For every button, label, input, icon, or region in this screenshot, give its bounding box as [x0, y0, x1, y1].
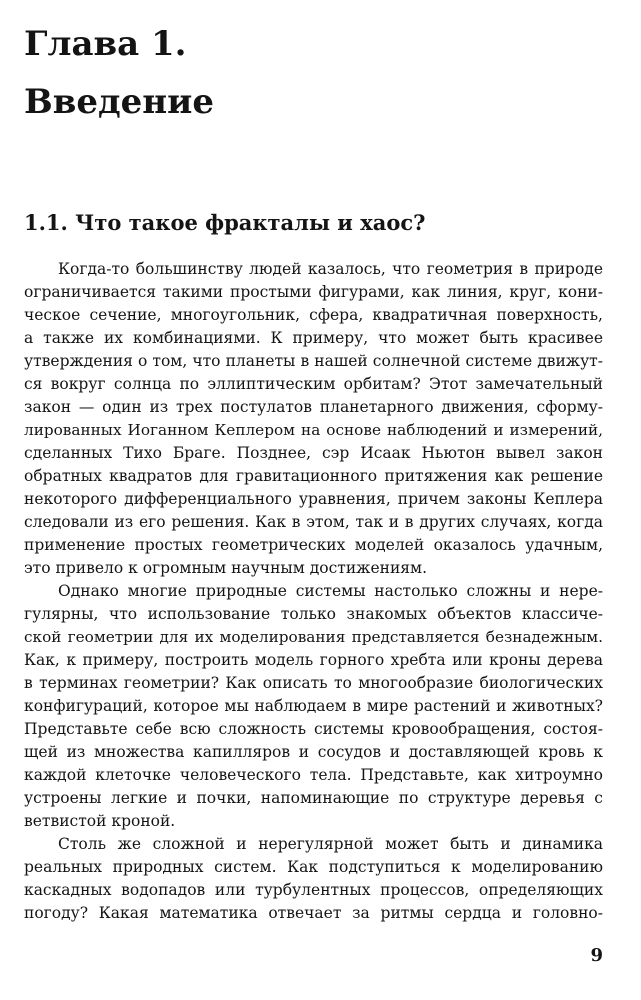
text-line: применение простых геометрических моделей оказалось удачным,	[24, 536, 603, 554]
text-line: Как, к примеру, построить модель горного хребта или кроны дерева	[24, 651, 603, 669]
text-line: щей из множества капилляров и сосудов и доставляющей кровь к	[24, 743, 603, 761]
text-line: Столь же сложной и нерегулярной может быть и динамика	[58, 835, 603, 853]
text-line: ветвистой кроной.	[24, 812, 176, 830]
text-line: ческое сечение, многоугольник, сфера, квадратичная поверхность,	[24, 306, 603, 324]
text-line: а также их комбинациями. К примеру, что может быть красивее	[24, 329, 603, 347]
text-line: конфигураций, которое мы наблюдаем в мире растений и животных?	[24, 697, 603, 715]
text-line: погоду? Какая математика отвечает за ритмы сердца и головно-	[24, 904, 603, 922]
text-line: реальных природных систем. Как подступиться к моделированию	[24, 858, 603, 876]
text-line: каждой клеточке человеческого тела. Представьте, как хитроумно	[24, 766, 603, 784]
text-line: некоторого дифференциального уравнения, причем законы Кеплера	[24, 490, 603, 508]
text-line: лированных Иоганном Кеплером на основе наблюдений и измерений,	[24, 421, 603, 439]
text-line: ся вокруг солнца по эллиптическим орбитам? Этот замечательный	[24, 375, 603, 393]
text-line: сделанных Тихо Браге. Позднее, сэр Исаак Ньютон вывел закон	[24, 444, 603, 462]
chapter-title: Введение	[24, 82, 215, 122]
text-line: утверждения о том, что планеты в нашей солнечной системе движут-	[24, 352, 603, 370]
section-heading: 1.1. Что такое фракталы и хаос?	[24, 210, 426, 235]
text-line: ограничивается такими простыми фигурами, как линия, круг, кони-	[24, 283, 603, 301]
text-line: Представьте себе всю сложность системы кровообращения, состоя-	[24, 720, 603, 738]
text-line: Однако многие природные системы настолько сложны и нере-	[58, 582, 603, 600]
text-line: устроены легкие и почки, напоминающие по структуре деревья с	[24, 789, 603, 807]
text-line: закон — один из трех постулатов планетарного движения, сформу-	[24, 398, 603, 416]
text-line: ской геометрии для их моделирования представляется безнадежным.	[24, 628, 603, 646]
text-line: каскадных водопадов или турбулентных процессов, определяющих	[24, 881, 603, 899]
text-line: в терминах геометрии? Как описать то многообразие биологических	[24, 674, 603, 692]
text-line: это привело к огромным научным достижениям.	[24, 559, 428, 577]
text-line: обратных квадратов для гравитационного притяжения как решение	[24, 467, 603, 485]
text-line: Когда-то большинству людей казалось, что геометрия в природе	[58, 260, 603, 278]
chapter-label: Глава 1.	[24, 24, 187, 64]
page-number: 9	[590, 945, 603, 966]
text-line: гулярны, что использование только знакомых объектов классиче-	[24, 605, 603, 623]
text-line: следовали из его решения. Как в этом, так и в других случаях, когда	[24, 513, 603, 531]
